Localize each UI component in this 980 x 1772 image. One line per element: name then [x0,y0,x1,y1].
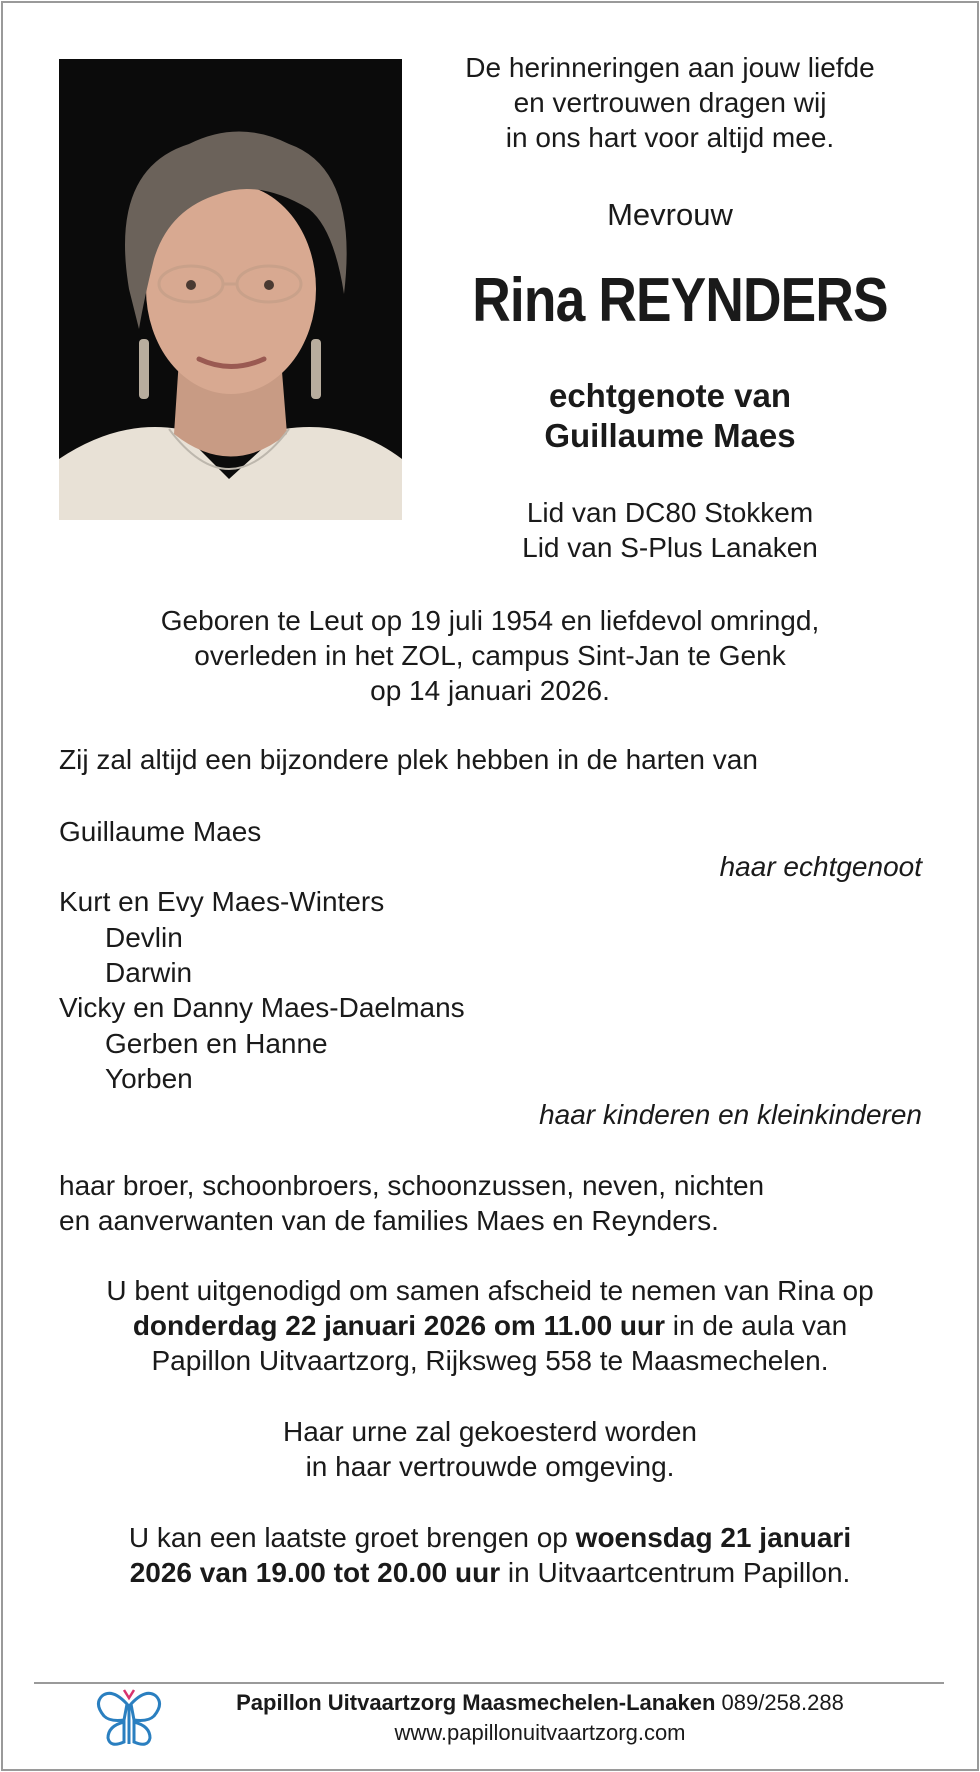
children-role: haar kinderen en kleinkinderen [539,1099,922,1130]
grandchild: Yorben [105,1063,193,1094]
birth-death-line: Geboren te Leut op 19 juli 1954 en liefdevol omringd, [160,605,820,636]
quote-line: in ons hart voor altijd mee. [505,122,835,153]
relatives-line: haar broer, schoonbroers, schoonzussen, neven, nichten [59,1170,765,1201]
relatives-line: en aanverwanten van de families Maes en Reynders. [59,1205,719,1236]
farewell-location-start: in de aula van [665,1310,848,1341]
grandchild: Darwin [105,957,193,988]
footer-company-line [170,1688,910,1718]
farewell-datetime: donderdag 22 januari 2026 om 11.00 uur [132,1310,666,1341]
urn-line: in haar vertrouwde omgeving. [305,1451,675,1482]
spouse-role: haar echtgenoot [719,851,922,882]
visitation-line [59,1555,921,1590]
footer-company: Papillon Uitvaartzorg Maasmechelen-Lanaken [236,1690,716,1715]
butterfly-logo-icon [94,1686,164,1752]
footer-phone[interactable]: 089/258.288 [721,1690,844,1715]
relatives [59,1168,764,1238]
membership-line: Lid van DC80 Stokkem [526,497,814,528]
visitation-line [59,1520,921,1555]
birth-death-line: op 14 januari 2026. [370,675,610,706]
footer-divider [34,1682,944,1684]
visitation-info [59,1520,921,1590]
visitation-date: woensdag 21 januari [575,1522,852,1553]
portrait-photo [59,59,402,520]
child-family-1: Kurt en Evy Maes-Winters [59,886,385,917]
spouse-block [420,376,920,456]
deceased-name: Rina REYNDERS [472,266,888,335]
visitation-intro: U kan een laatste groet brengen op [128,1522,576,1553]
child-family-2: Vicky en Danny Maes-Daelmans [59,992,465,1023]
quote-line: en vertrouwen dragen wij [513,87,827,118]
memorial-quote [420,50,920,155]
farewell-line: U bent uitgenodigd om samen afscheid te nemen van Rina op [106,1275,874,1306]
birth-death-info [59,603,921,708]
spouse-line: Guillaume Maes [544,417,796,454]
farewell-line [59,1308,921,1343]
honorific: Mevrouw [607,197,733,232]
urn-line: Haar urne zal gekoesterd worden [282,1416,697,1447]
visitation-location: in Uitvaartcentrum Papillon. [500,1557,851,1588]
birth-death-line: overleden in het ZOL, campus Sint-Jan te Genk [194,640,786,671]
visitation-time: 2026 van 19.00 tot 20.00 uur [129,1557,501,1588]
memberships [420,495,920,565]
spouse-line: echtgenote van [548,377,792,414]
grandchild: Devlin [105,922,183,953]
footer [170,1688,910,1748]
footer-website[interactable]: www.papillonuitvaartzorg.com [394,1720,686,1745]
hearts-intro: Zij zal altijd een bijzondere plek hebben in de harten van [59,744,758,775]
farewell-info [59,1273,921,1378]
spouse-name: Guillaume Maes [59,816,262,847]
farewell-line: Papillon Uitvaartzorg, Rijksweg 558 te Maasmechelen. [151,1345,829,1376]
grandchild: Gerben en Hanne [105,1028,328,1059]
membership-line: Lid van S-Plus Lanaken [522,532,818,563]
urn-info [59,1414,921,1484]
quote-line: De herinneringen aan jouw liefde [465,52,875,83]
